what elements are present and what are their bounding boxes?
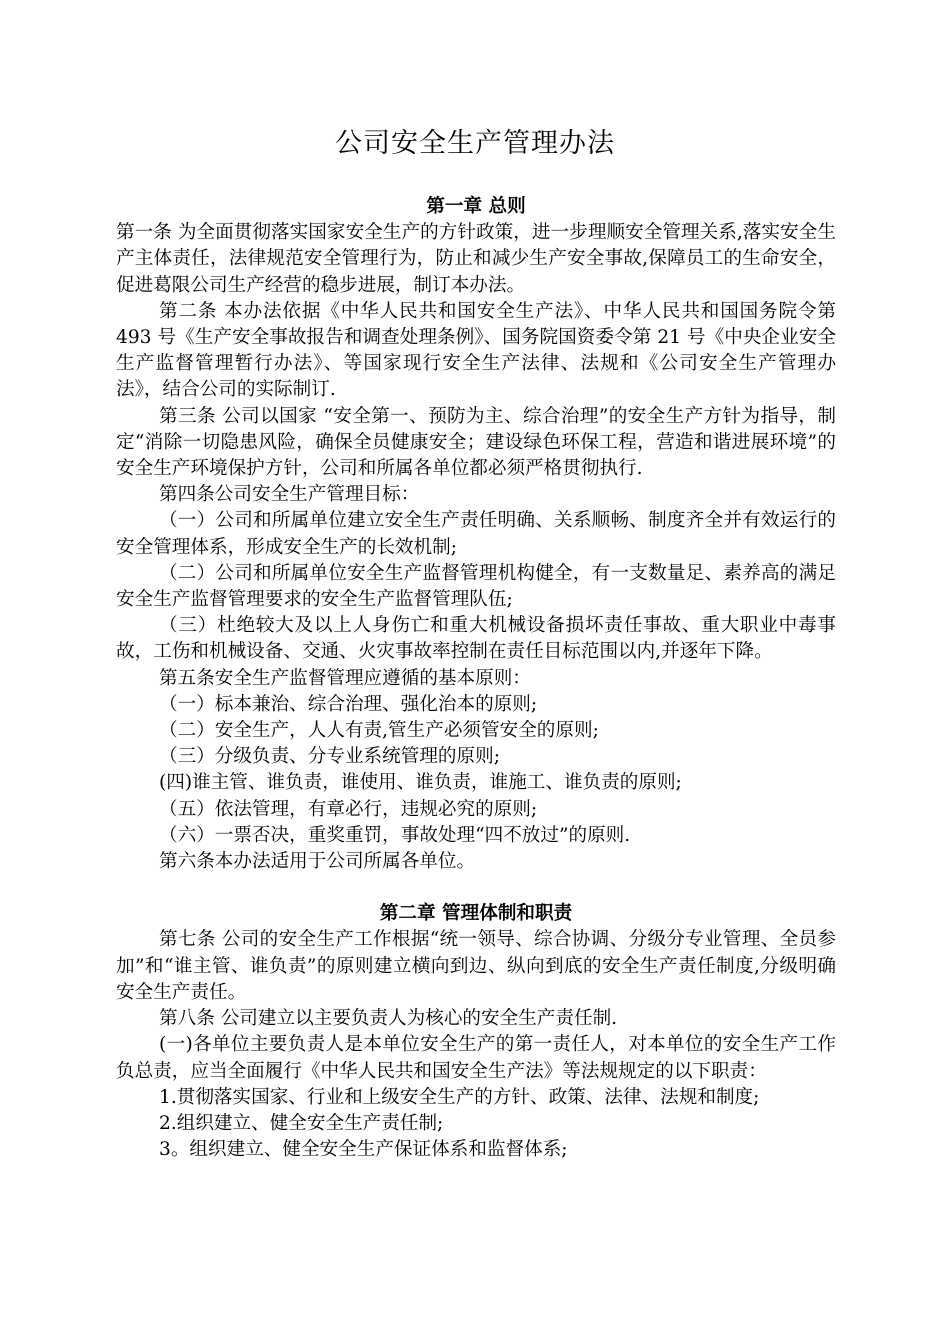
list-item-paragraph: （三）分级负责、分专业系统管理的原则;	[159, 746, 500, 768]
list-item-paragraph: （六）一票否决，重奖重罚，事故处理“四不放过”的原则.	[159, 824, 631, 846]
list-item-paragraph: 2.组织建立、健全安全生产责任制;	[159, 1112, 444, 1134]
list-item-paragraph: 3。组织建立、健全安全生产保证体系和监督体系;	[159, 1139, 568, 1161]
article-paragraph: 第三条 公司以国家 “安全第一、预防为主、综合治理”的安全生产方针为指导，制定“消除一切隐患风险，确保全员健康安全；建设绿色环保工程，营造和谐进展环境”的安全生产环境保护方针，公司和所属各单位都必须严格贯彻执行.	[116, 405, 836, 480]
article-paragraph: 第五条安全生产监督管理应遵循的基本原则：	[159, 667, 531, 689]
chapter-heading-1: 第一章 总则	[426, 196, 526, 217]
document-title: 公司安全生产管理办法	[335, 128, 615, 159]
list-item-paragraph: （二）安全生产，人人有责,管生产必须管安全的原则;	[159, 720, 599, 742]
document-body	[116, 194, 836, 1163]
list-item-paragraph: （五）依法管理，有章必行，违规必究的原则;	[159, 798, 538, 820]
chapter-heading-2: 第二章 管理体制和职责	[379, 903, 573, 925]
article-paragraph: 第一条 为全面贯彻落实国家安全生产的方针政策，进一步理顺安全管理关系,落实安全生产主体责任，法律规范安全管理行为，防止和减少生产安全事故,保障员工的生命安全，促进葛限公司生产经营的稳步进展，制订本办法。	[116, 222, 836, 296]
article-paragraph: 第四条公司安全生产管理目标：	[159, 484, 420, 506]
list-item-paragraph: （一）公司和所属单位建立安全生产责任明确、关系顺畅、制度齐全并有效运行的安全管理体系，形成安全生产的长效机制;	[116, 510, 836, 558]
list-item-paragraph: (一)各单位主要负责人是本单位安全生产的第一责任人，对本单位的安全生产工作负总责，应当全面履行《中华人民共和国安全生产法》等法规规定的以下职责：	[116, 1034, 836, 1082]
list-item-paragraph: (四)谁主管、谁负责，谁使用、谁负责，谁施工、谁负责的原则;	[159, 772, 682, 794]
list-item-paragraph: 1.贯彻落实国家、行业和上级安全生产的方针、政策、法律、法规和制度;	[159, 1086, 760, 1108]
article-paragraph: 第二条 本办法依据《中华人民共和国安全生产法》、中华人民共和国国务院令第 493 号《生产安全事故报告和调查处理条例》、国务院国资委令第 21 号《中央企业安全生产监督管理暂行办法》、等国家现行安全生产法律、法规和《公司安全生产管理办法》，结合公司的实际制订.	[116, 300, 836, 401]
list-item-paragraph: （二）公司和所属单位安全生产监督管理机构健全，有一支数量足、素养高的满足安全生产监督管理要求的安全生产监督管理队伍;	[116, 562, 836, 611]
list-item-paragraph: （一）标本兼治、综合治理、强化治本的原则;	[159, 693, 538, 715]
article-paragraph: 第八条 公司建立以主要负责人为核心的安全生产责任制.	[159, 1008, 618, 1030]
article-paragraph: 第六条本办法适用于公司所属各单位。	[159, 851, 476, 873]
list-item-paragraph: （三）杜绝较大及以上人身伤亡和重大机械设备损坏责任事故、重大职业中毒事故，工伤和机械设备、交通、火灾事故率控制在责任目标范围以内,并逐年下降。	[116, 615, 836, 663]
article-paragraph: 第七条 公司的安全生产工作根据“统一领导、综合协调、分级分专业管理、全员参加”和“谁主管、谁负责”的原则建立横向到边、纵向到底的安全生产责任制度,分级明确安全生产责任。	[116, 929, 836, 1003]
